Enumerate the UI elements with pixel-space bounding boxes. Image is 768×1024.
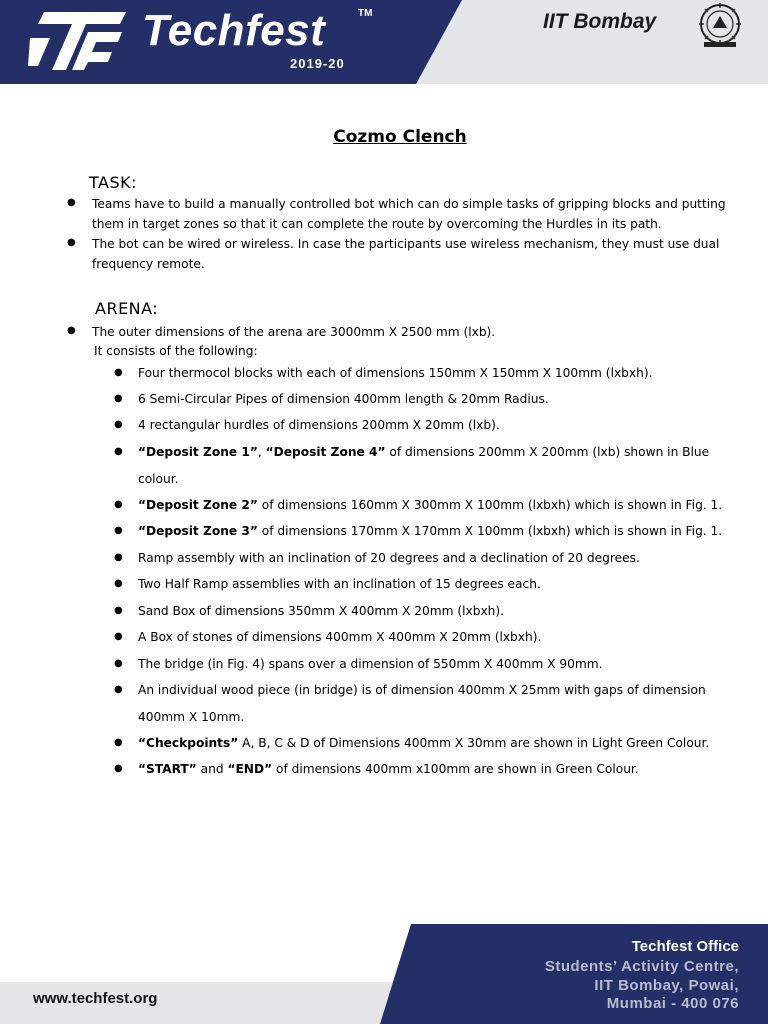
bullet: ●	[67, 197, 76, 208]
arena-item: 4 rectangular hurdles of dimensions 200mm X 20mm (lxb).	[138, 418, 500, 432]
bullet: ●	[67, 325, 76, 336]
techfest-logo-icon	[26, 8, 132, 72]
bullet: ●	[114, 525, 123, 536]
arena-intro: The outer dimensions of the arena are 3000mm X 2500 mm (lxb).	[92, 325, 496, 339]
arena-item: Sand Box of dimensions 350mm X 400mm X 20mm (lxbxh).	[138, 604, 505, 618]
bullet: ●	[114, 552, 123, 563]
brand-name: Techfest	[142, 6, 326, 55]
bullet: ●	[114, 763, 123, 774]
arena-item: Two Half Ramp assemblies with an inclination of 15 degrees each.	[138, 577, 541, 591]
bullet: ●	[67, 237, 76, 248]
arena-item: “Deposit Zone 3” of dimensions 170mm X 170mm X 100mm (lxbxh) which is shown in Fig. 1.	[138, 524, 723, 538]
arena-item: 6 Semi-Circular Pipes of dimension 400mm length & 20mm Radius.	[138, 392, 549, 406]
bullet: ●	[114, 605, 123, 616]
page-title: Cozmo Clench	[333, 127, 467, 147]
address-line: Students’ Activity Centre,	[544, 958, 739, 975]
arena-item: “Checkpoints” A, B, C & D of Dimensions 400mm X 30mm are shown in Light Green Colour.	[138, 736, 710, 750]
bullet: ●	[114, 658, 123, 669]
institute-name: IIT Bombay	[543, 10, 657, 33]
bullet: ●	[114, 737, 123, 748]
website-link[interactable]: www.techfest.org	[33, 990, 158, 1007]
arena-item: “Deposit Zone 2” of dimensions 160mm X 300mm X 100mm (lxbxh) which is shown in Fig. 1.	[138, 498, 723, 512]
bullet: ●	[114, 446, 123, 457]
arena-item: “START” and “END” of dimensions 400mm x100mm are shown in Green Colour.	[138, 762, 639, 776]
arena-consists: It consists of the following:	[94, 344, 258, 358]
edition-year: 2019-20	[290, 56, 345, 71]
address-line: IIT Bombay, Powai,	[594, 977, 739, 994]
trademark: TM	[358, 8, 373, 19]
arena-item: An individual wood piece (in bridge) is of dimension 400mm X 25mm with gaps of dimension 400mm X 10mm.	[138, 683, 706, 724]
arena-item: The bridge (in Fig. 4) spans over a dimension of 550mm X 400mm X 90mm.	[138, 657, 603, 671]
bullet: ●	[114, 684, 123, 695]
arena-item: Ramp assembly with an inclination of 20 degrees and a declination of 20 degrees.	[138, 551, 640, 565]
task-item-1: Teams have to build a manually controlled bot which can do simple tasks of gripping blocks and putting them in target zones so that it can complete the route by overcoming the Hurdles in its path.	[92, 197, 726, 231]
office-name: Techfest Office	[631, 938, 739, 955]
bullet: ●	[114, 419, 123, 430]
arena-item: Four thermocol blocks with each of dimensions 150mm X 150mm X 100mm (lxbxh).	[138, 366, 653, 380]
bullet: ●	[114, 578, 123, 589]
arena-heading: ARENA:	[95, 299, 159, 318]
bullet: ●	[114, 499, 123, 510]
task-heading: TASK:	[89, 173, 138, 192]
task-item-2: The bot can be wired or wireless. In case the participants use wireless mechanism, they must use dual frequency remote.	[92, 237, 720, 271]
iit-bombay-seal-icon	[694, 2, 746, 48]
bullet: ●	[114, 367, 123, 378]
bullet: ●	[114, 631, 123, 642]
arena-item: A Box of stones of dimensions 400mm X 400mm X 20mm (lxbxh).	[138, 630, 542, 644]
arena-item: “Deposit Zone 1”, “Deposit Zone 4” of dimensions 200mm X 200mm (lxb) shown in Blue colour.	[138, 445, 710, 486]
bullet: ●	[114, 393, 123, 404]
address-line: Mumbai - 400 076	[606, 995, 739, 1012]
